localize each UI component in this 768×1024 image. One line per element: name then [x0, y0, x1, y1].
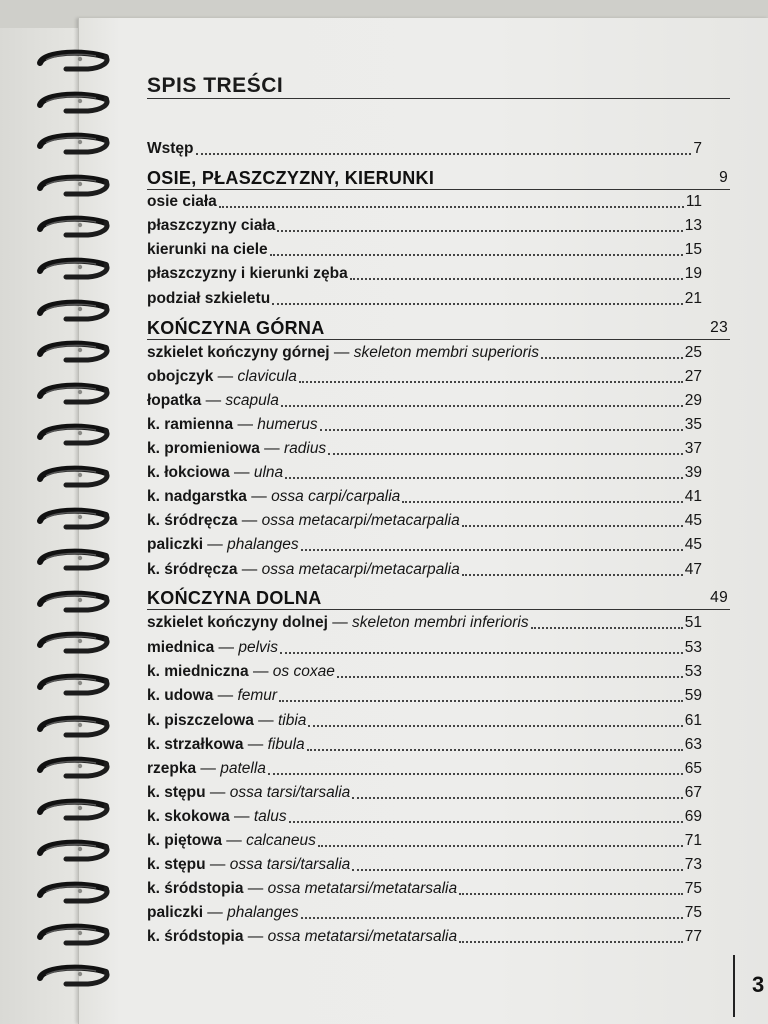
em-dash-separator: — [329, 344, 354, 361]
dot-leader [279, 700, 683, 702]
toc-entry [147, 803, 702, 827]
entry-term: szkielet kończyny dolnej [147, 614, 328, 631]
entry-label [147, 855, 350, 875]
entry-label [147, 613, 529, 633]
entry-latin-term: ossa metacarpi/metacarpalia [261, 561, 460, 578]
binding-coil [36, 381, 110, 407]
entry-page-number: 59 [684, 687, 702, 704]
em-dash-separator: — [246, 488, 272, 505]
dot-leader [459, 941, 683, 943]
entry-label [147, 216, 275, 236]
binding-coil [36, 298, 110, 324]
toc-entry [147, 851, 702, 875]
entry-label [147, 831, 316, 851]
toc-entry [147, 459, 702, 483]
toc-section-heading [147, 163, 730, 190]
dot-leader [272, 303, 683, 305]
toc-entry [147, 556, 702, 580]
dot-leader [328, 453, 683, 455]
entry-latin-term: ossa carpi/carpalia [271, 488, 401, 505]
dot-leader [268, 773, 683, 775]
entry-page-number: 7 [693, 140, 702, 157]
entry-page-number: 61 [684, 712, 702, 729]
entry-latin-term: clavicula [237, 368, 297, 385]
entry-latin-term: ossa tarsi/tarsalia [229, 784, 351, 801]
binding-coil [36, 589, 110, 615]
dot-leader [280, 652, 683, 654]
dot-leader [196, 153, 692, 155]
entry-page-number: 19 [684, 265, 702, 282]
entry-page-number: 25 [684, 344, 702, 361]
toc-entry [147, 531, 702, 555]
entry-page-number: 15 [684, 241, 702, 258]
binding-coil [36, 630, 110, 656]
toc-entry [147, 387, 702, 411]
dot-leader [531, 627, 683, 629]
entry-page-number: 41 [684, 488, 702, 505]
dot-leader [277, 230, 682, 232]
entry-latin-term: ossa metatarsi/metatarsalia [267, 928, 458, 945]
dot-leader [281, 405, 683, 407]
entry-term: k. ramienna [147, 416, 234, 433]
em-dash-separator: — [243, 880, 268, 897]
toc-entry [147, 188, 702, 212]
toc-entry [147, 363, 702, 387]
entry-term: miednica [147, 639, 215, 656]
entry-latin-term: tibia [277, 712, 307, 729]
entry-latin-term: os coxae [272, 663, 335, 680]
em-dash-separator: — [213, 687, 238, 704]
entry-page-number: 73 [684, 856, 702, 873]
entry-page-number: 27 [684, 368, 702, 385]
entry-latin-term: phalanges [227, 536, 299, 553]
em-dash-separator: — [201, 392, 226, 409]
em-dash-separator: — [214, 639, 239, 656]
entry-page-number: 29 [684, 392, 702, 409]
toc-entry [147, 707, 702, 731]
entry-page-number: 37 [684, 440, 702, 457]
entry-label [147, 439, 326, 459]
entry-term: k. piszczelowa [147, 712, 254, 729]
entry-page-number: 71 [684, 832, 702, 849]
em-dash-separator: — [196, 760, 221, 777]
entry-latin-term: skeleton membri inferioris [352, 614, 529, 631]
dot-leader [308, 725, 682, 727]
toc-entry [147, 779, 702, 803]
binding-coil [36, 922, 110, 948]
entry-label [147, 879, 457, 899]
binding-coil [36, 48, 110, 74]
toc-entry [147, 507, 702, 531]
entry-label [147, 560, 460, 580]
entry-label [147, 638, 278, 658]
dot-leader [350, 278, 683, 280]
dot-leader [301, 549, 683, 551]
entry-term: k. piętowa [147, 832, 222, 849]
entry-latin-term: phalanges [227, 904, 299, 921]
dot-leader [337, 676, 683, 678]
entry-term: paliczki [147, 904, 203, 921]
entry-latin-term: scapula [225, 392, 279, 409]
dot-leader [352, 797, 682, 799]
entry-label [147, 927, 457, 947]
toc-entry [147, 731, 702, 755]
dot-leader [219, 206, 684, 208]
em-dash-separator: — [213, 368, 238, 385]
folio-rule [733, 955, 735, 1017]
entry-page-number: 13 [684, 217, 702, 234]
binding-coil [36, 173, 110, 199]
entry-page-number: 65 [684, 760, 702, 777]
entry-label [147, 662, 335, 682]
entry-term: k. miedniczna [147, 663, 249, 680]
entry-term: k. śródstopia [147, 928, 244, 945]
em-dash-separator: — [259, 440, 284, 457]
entry-label [147, 367, 297, 387]
em-dash-separator: — [203, 536, 228, 553]
entry-page-number: 53 [684, 639, 702, 656]
entry-term: k. nadgarstka [147, 488, 247, 505]
em-dash-separator: — [327, 614, 353, 631]
toc-entry [147, 899, 702, 923]
entry-term: płaszczyzny i kierunki zęba [147, 265, 348, 282]
entry-label [147, 711, 306, 731]
entry-page-number: 77 [684, 928, 702, 945]
entry-label [147, 487, 400, 507]
entry-latin-term: skeleton membri superioris [353, 344, 539, 361]
em-dash-separator: — [233, 416, 258, 433]
entry-label [147, 783, 350, 803]
entry-label [147, 463, 283, 483]
entry-term: k. promieniowa [147, 440, 260, 457]
em-dash-separator: — [243, 736, 268, 753]
toc-section-heading [147, 583, 730, 610]
binding-coil [36, 90, 110, 116]
entry-term: paliczki [147, 536, 203, 553]
dot-leader [301, 917, 683, 919]
section-title: OSIE, PŁASZCZYZNY, KIERUNKI [147, 168, 435, 188]
spiral-binding [0, 0, 120, 1024]
entry-latin-term: ulna [253, 464, 284, 481]
binding-coil [36, 506, 110, 532]
entry-term: k. śródręcza [147, 512, 238, 529]
entry-latin-term: calcaneus [246, 832, 316, 849]
section-page-number: 23 [710, 319, 728, 336]
entry-page-number: 11 [685, 193, 702, 210]
entry-latin-term: ossa tarsi/tarsalia [229, 856, 351, 873]
em-dash-separator: — [248, 663, 273, 680]
binding-coil [36, 714, 110, 740]
dot-leader [541, 357, 683, 359]
toc-entry [147, 634, 702, 658]
entry-latin-term: femur [237, 687, 278, 704]
entry-label [147, 240, 268, 260]
toc-entry [147, 483, 702, 507]
page-number: 3 [752, 972, 765, 997]
entry-page-number: 45 [684, 536, 702, 553]
dot-leader [318, 845, 683, 847]
entry-label [147, 139, 194, 159]
toc-entry [147, 682, 702, 706]
entry-term: szkielet kończyny górnej [147, 344, 330, 361]
em-dash-separator: — [237, 512, 262, 529]
em-dash-separator: — [203, 904, 228, 921]
entry-term: łopatka [147, 392, 202, 409]
entry-latin-term: fibula [267, 736, 305, 753]
toc-entry [147, 923, 702, 947]
entry-term: k. udowa [147, 687, 214, 704]
title-rule [147, 98, 730, 99]
entry-page-number: 21 [684, 290, 702, 307]
binding-coil [36, 672, 110, 698]
entry-label [147, 535, 299, 555]
toc-section-heading [147, 313, 730, 340]
entry-term: k. śródręcza [147, 561, 238, 578]
entry-term: płaszczyzny ciała [147, 217, 276, 234]
em-dash-separator: — [253, 712, 278, 729]
entry-term: k. łokciowa [147, 464, 230, 481]
entry-latin-term: ossa metacarpi/metacarpalia [261, 512, 460, 529]
entry-label [147, 391, 279, 411]
entry-term: k. śródstopia [147, 880, 244, 897]
binding-coil [36, 131, 110, 157]
section-title: KOŃCZYNA DOLNA [147, 588, 322, 608]
binding-coil [36, 880, 110, 906]
entry-label [147, 415, 318, 435]
dot-leader [462, 525, 683, 527]
em-dash-separator: — [243, 928, 268, 945]
entry-term: k. skokowa [147, 808, 230, 825]
entry-page-number: 47 [684, 561, 702, 578]
binding-coil [36, 547, 110, 573]
dot-leader [285, 477, 683, 479]
section-title: KOŃCZYNA GÓRNA [147, 318, 325, 338]
toc-entry [147, 875, 702, 899]
entry-latin-term: humerus [257, 416, 318, 433]
binding-coil [36, 963, 110, 989]
toc-entry [147, 212, 702, 236]
entry-page-number: 69 [684, 808, 702, 825]
entry-term: obojczyk [147, 368, 214, 385]
dot-leader [270, 254, 683, 256]
entry-label [147, 511, 460, 531]
dot-leader [320, 429, 683, 431]
entry-page-number: 75 [684, 880, 702, 897]
entry-label [147, 903, 299, 923]
toc-entry [147, 411, 702, 435]
entry-label [147, 759, 266, 779]
entry-term: podział szkieletu [147, 290, 271, 307]
entry-label [147, 192, 217, 212]
toc-entry [147, 135, 702, 159]
toc-entry [147, 285, 702, 309]
dot-leader [289, 821, 683, 823]
entry-term: k. stępu [147, 784, 206, 801]
dot-leader [462, 574, 683, 576]
entry-page-number: 45 [684, 512, 702, 529]
dot-leader [307, 749, 683, 751]
entry-latin-term: talus [253, 808, 287, 825]
toc-entry [147, 260, 702, 284]
entry-label [147, 807, 287, 827]
em-dash-separator: — [229, 808, 254, 825]
binding-coil [36, 422, 110, 448]
toc-entry [147, 827, 702, 851]
entry-page-number: 51 [684, 614, 702, 631]
binding-coil [36, 838, 110, 864]
em-dash-separator: — [205, 784, 230, 801]
entry-term: Wstęp [147, 140, 194, 157]
em-dash-separator: — [237, 561, 262, 578]
em-dash-separator: — [229, 464, 254, 481]
dot-leader [352, 869, 682, 871]
entry-label [147, 264, 348, 284]
entry-page-number: 35 [684, 416, 702, 433]
binding-coil [36, 797, 110, 823]
entry-latin-term: patella [220, 760, 266, 777]
toc-entry [147, 236, 702, 260]
entry-term: kierunki na ciele [147, 241, 268, 258]
toc-entry [147, 755, 702, 779]
entry-page-number: 39 [684, 464, 702, 481]
binding-coil [36, 214, 110, 240]
dot-leader [459, 893, 683, 895]
entry-term: rzepka [147, 760, 197, 777]
entry-page-number: 53 [684, 663, 702, 680]
entry-term: k. stępu [147, 856, 206, 873]
binding-coil [36, 339, 110, 365]
toc-title: SPIS TREŚCI [147, 74, 284, 97]
entry-label [147, 343, 539, 363]
binding-coil [36, 755, 110, 781]
entry-page-number: 63 [684, 736, 702, 753]
entry-latin-term: pelvis [238, 639, 278, 656]
entry-label [147, 686, 277, 706]
em-dash-separator: — [221, 832, 247, 849]
entry-page-number: 67 [684, 784, 702, 801]
section-page-number: 9 [719, 169, 728, 186]
toc-entry [147, 658, 702, 682]
dot-leader [299, 381, 683, 383]
entry-label [147, 289, 270, 309]
em-dash-separator: — [205, 856, 230, 873]
toc-entry [147, 339, 702, 363]
binding-coil [36, 256, 110, 282]
entry-term: osie ciała [147, 193, 217, 210]
binding-coil [36, 464, 110, 490]
dot-leader [402, 501, 682, 503]
toc-entry [147, 609, 702, 633]
entry-label [147, 735, 305, 755]
entry-latin-term: radius [283, 440, 327, 457]
toc-entry [147, 435, 702, 459]
entry-latin-term: ossa metatarsi/metatarsalia [267, 880, 458, 897]
entry-page-number: 75 [684, 904, 702, 921]
section-page-number: 49 [710, 589, 728, 606]
entry-term: k. strzałkowa [147, 736, 244, 753]
